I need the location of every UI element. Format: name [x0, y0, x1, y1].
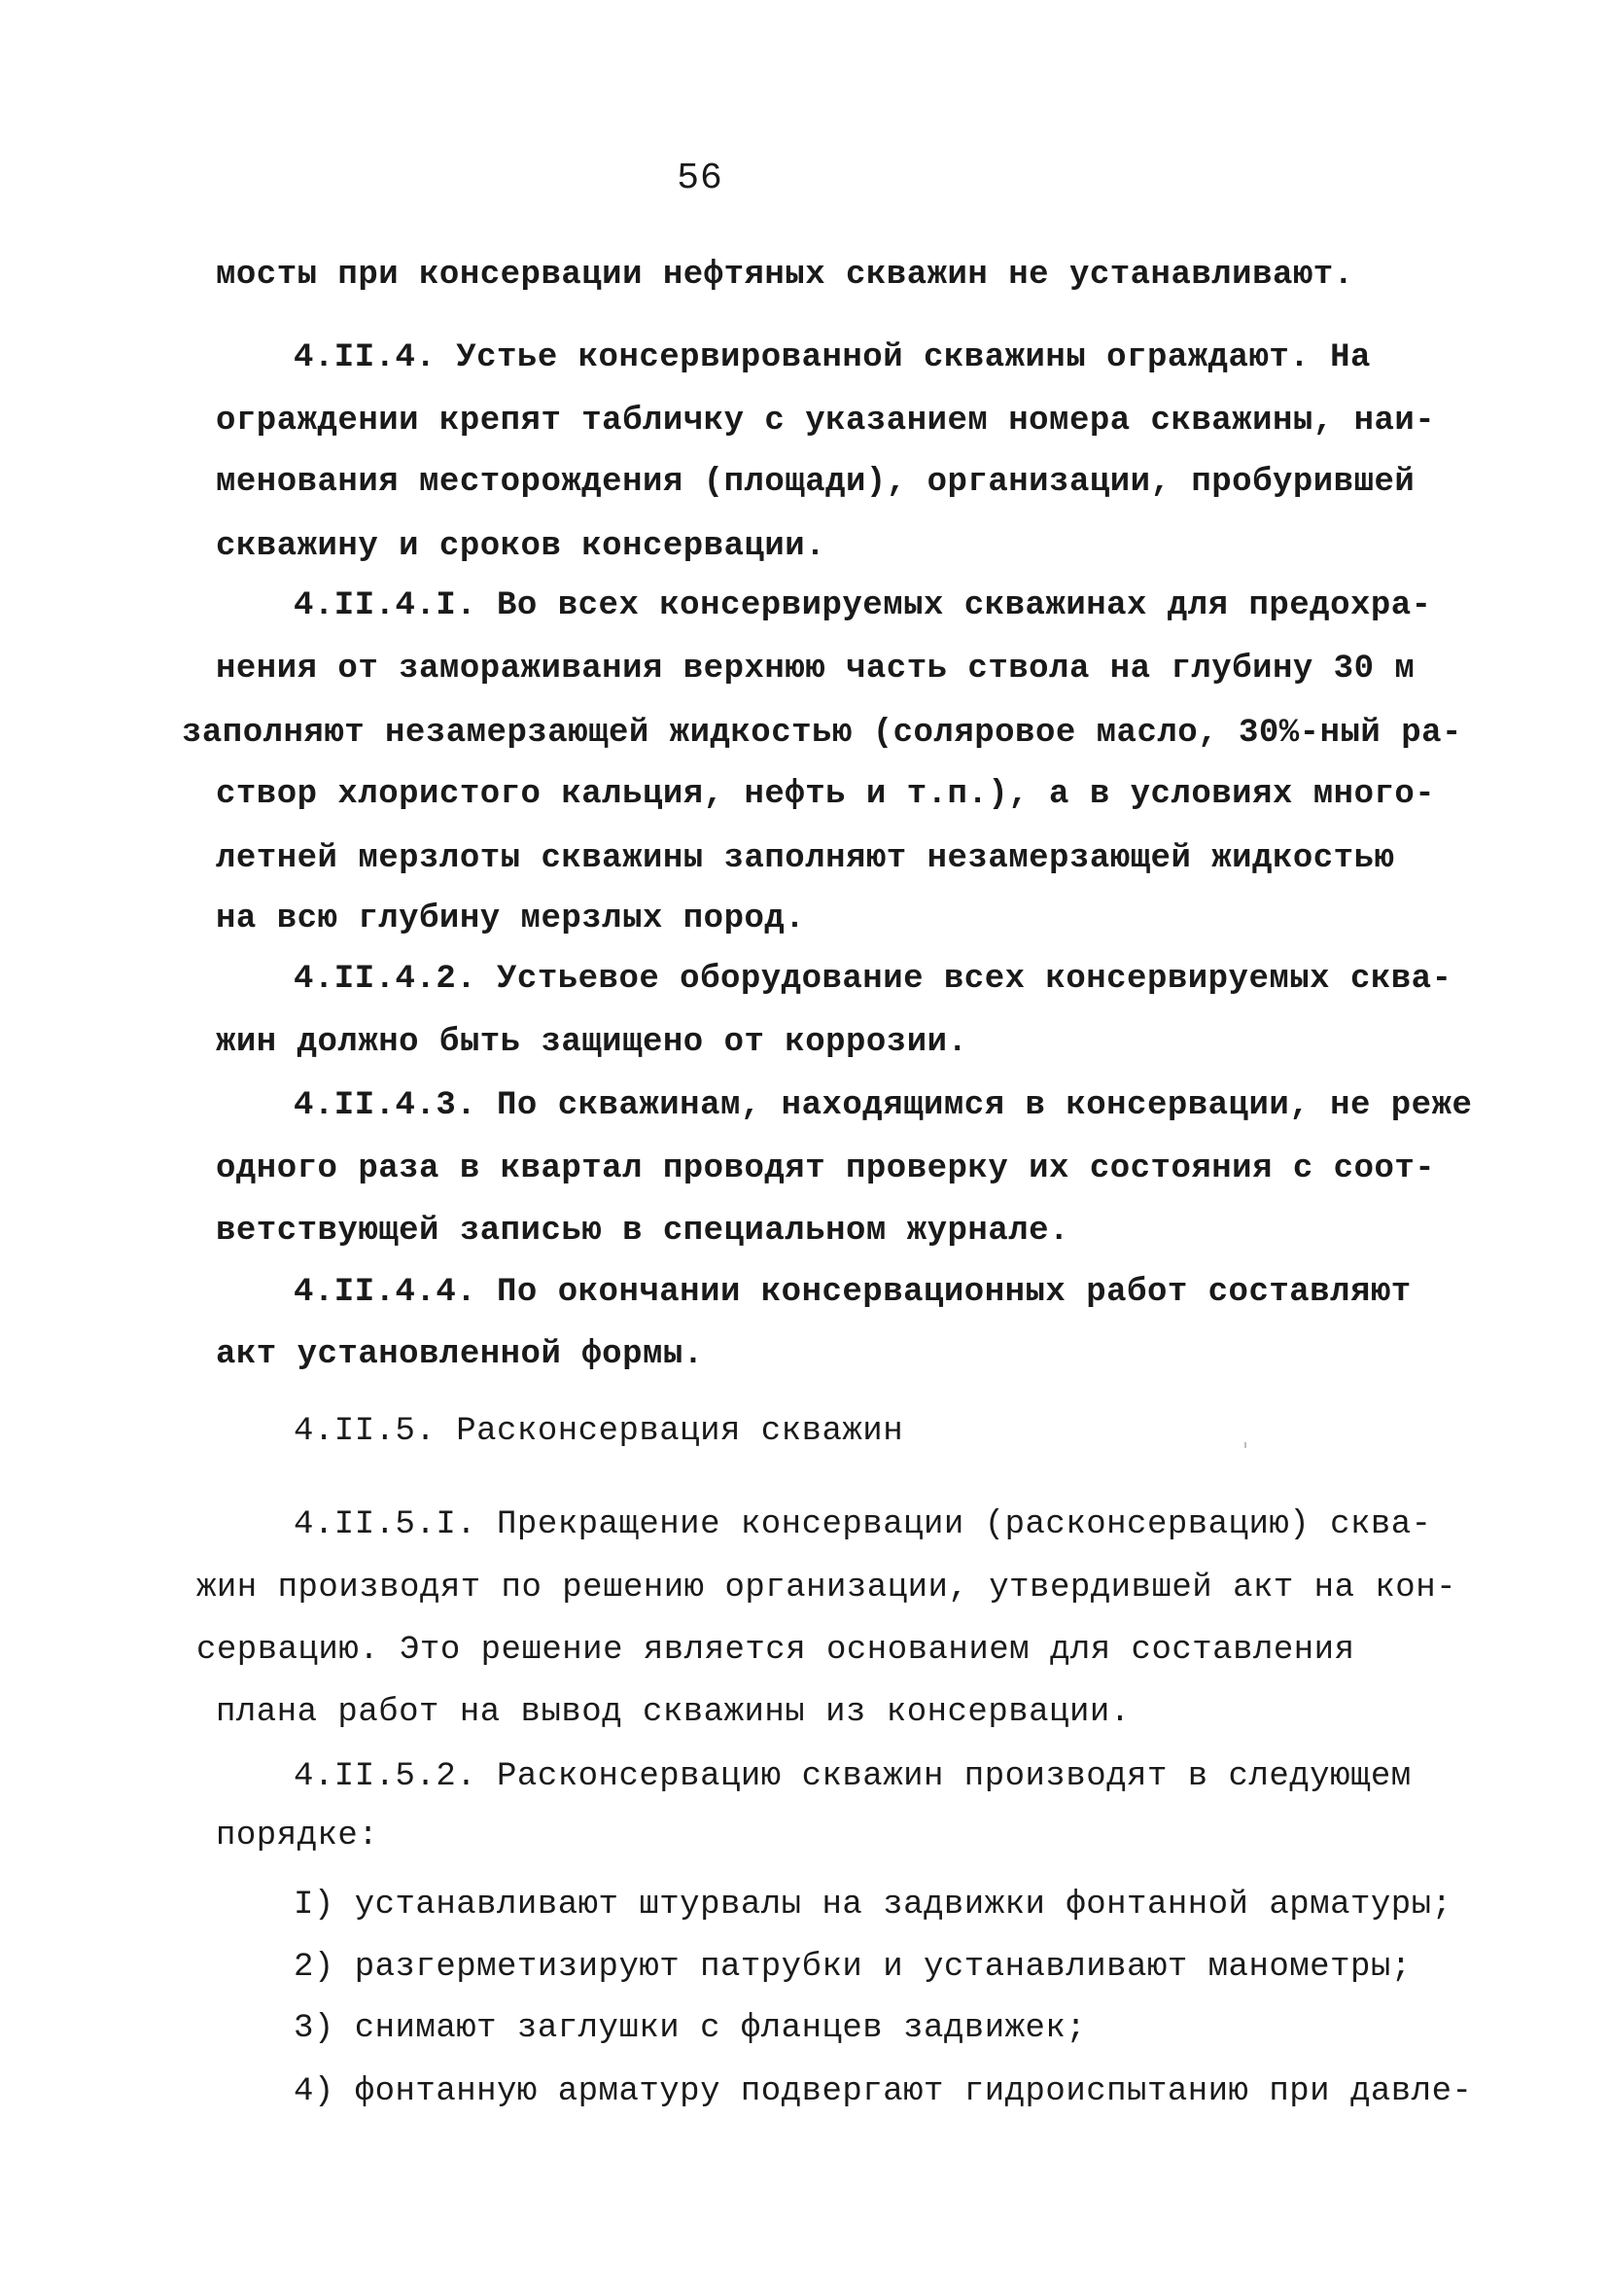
text-line-9: створ хлористого кальция, нефть и т.п.), а в условиях много- — [216, 776, 1436, 813]
text-line-12: 4.II.4.2. Устьевое оборудование всех консервируемых сква- — [294, 961, 1452, 998]
text-line-18: акт установленной формы. — [216, 1336, 704, 1373]
text-line-20: 4.II.5.I. Прекращение консервации (расконсервацию) сква- — [294, 1506, 1432, 1543]
text-line-5: скважину и сроков консервации. — [216, 528, 826, 565]
list-item-3: 3) снимают заглушки с фланцев задвижек; — [294, 2010, 1087, 2047]
text-line-1: мосты при консервации нефтяных скважин не устанавливают. — [216, 257, 1354, 294]
text-line-6: 4.II.4.I. Во всех консервируемых скважинах для предохра- — [294, 587, 1432, 624]
text-line-2: 4.II.4. Устье консервированной скважины ограждают. На — [294, 339, 1371, 376]
text-line-15: одного раза в квартал проводят проверку их состояния с соот- — [216, 1150, 1436, 1187]
scan-speck — [1244, 1442, 1246, 1448]
text-line-8: заполняют незамерзающей жидкостью (соляровое масло, 30%-ный ра- — [182, 715, 1462, 752]
text-line-10: летней мерзлоты скважины заполняют незамерзающей жидкостью — [216, 840, 1395, 877]
text-line-16: ветствующей записью в специальном журнале. — [216, 1213, 1069, 1250]
text-line-3: ограждении крепят табличку с указанием номера скважины, наи- — [216, 403, 1436, 440]
list-item-2: 2) разгерметизируют патрубки и устанавливают манометры; — [294, 1949, 1412, 1986]
text-line-7: нения от замораживания верхнюю часть ствола на глубину 30 м — [216, 651, 1416, 688]
text-line-21: жин производят по решению организации, утвердившей акт на кон- — [196, 1570, 1457, 1607]
text-line-13: жин должно быть защищено от коррозии. — [216, 1024, 968, 1061]
text-line-17: 4.II.4.4. По окончании консервационных работ составляют — [294, 1274, 1412, 1311]
page-number: 56 — [677, 158, 723, 199]
text-line-4: менования месторождения (площади), организации, пробурившей — [216, 464, 1416, 501]
list-item-1: I) устанавливают штурвалы на задвижки фонтанной арматуры; — [294, 1887, 1452, 1924]
text-line-23: плана работ на вывод скважины из консервации. — [216, 1694, 1131, 1731]
text-line-14: 4.II.4.3. По скважинам, находящимся в консервации, не реже — [294, 1087, 1473, 1124]
text-line-11: на всю глубину мерзлых пород. — [216, 901, 806, 937]
text-line-22: сервацию. Это решение является основанием для составления — [196, 1632, 1355, 1669]
text-line-24: 4.II.5.2. Расконсервацию скважин производят в следующем — [294, 1758, 1412, 1795]
list-item-4: 4) фонтанную арматуру подвергают гидроиспытанию при давле- — [294, 2073, 1473, 2110]
section-heading: 4.II.5. Расконсервация скважин — [294, 1413, 904, 1450]
text-line-25: порядке: — [216, 1818, 379, 1854]
